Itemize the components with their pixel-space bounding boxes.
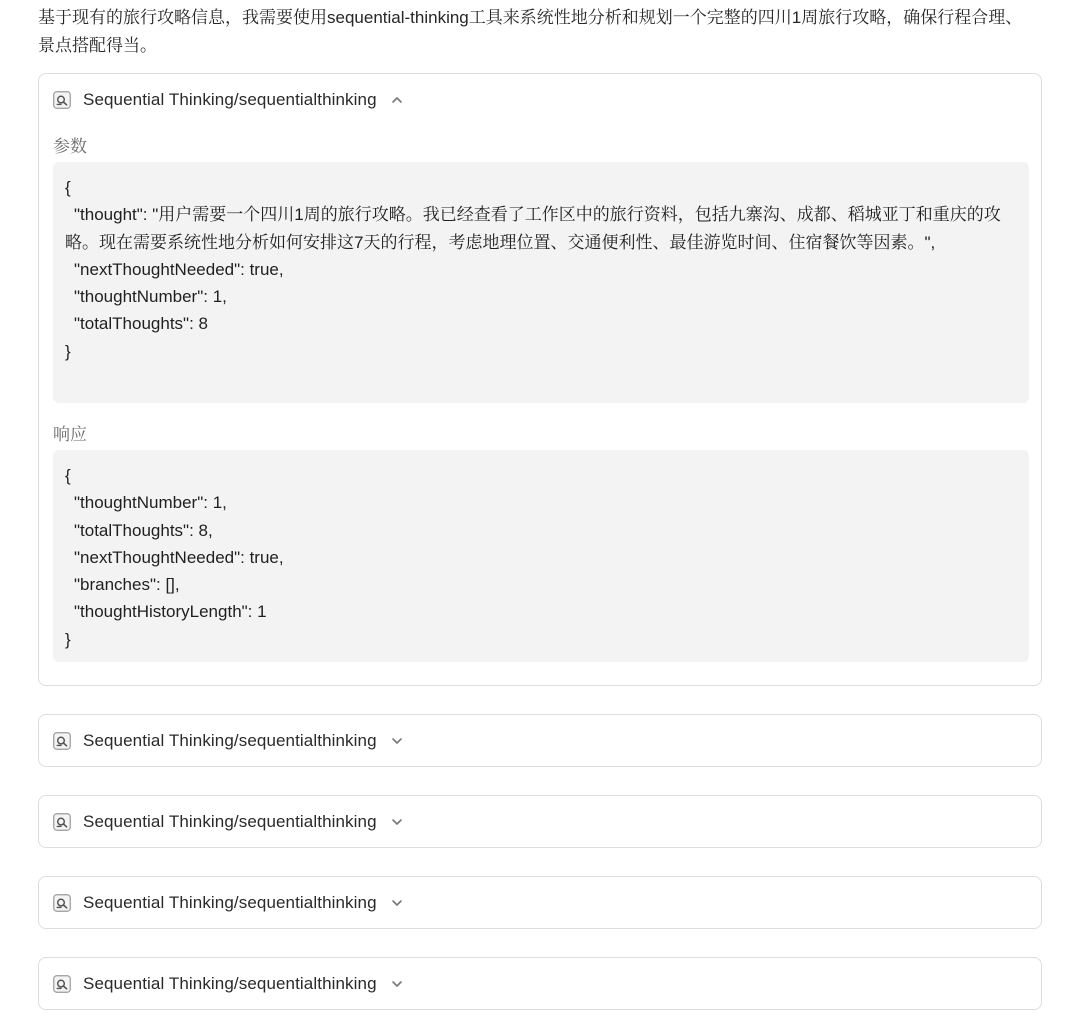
tool-icon [53, 975, 71, 993]
chevron-down-icon[interactable] [391, 978, 403, 990]
tool-icon [53, 732, 71, 750]
tool-call-card-1 [38, 73, 1042, 686]
code-line: "thoughtNumber": 1, [74, 287, 227, 307]
tool-call-header-4[interactable] [53, 891, 403, 915]
tool-call-card-2[interactable] [38, 714, 1042, 767]
tool-call-header-2[interactable] [53, 729, 403, 753]
tool-call-card-4[interactable] [38, 876, 1042, 929]
tool-icon [53, 91, 71, 109]
code-line-thought: "thought": "用户需要一个四川1周的旅行攻略。我已经查看了工作区中的旅行资料，包括九寨沟、成都、稻城亚丁和重庆的攻略。现在需要系统性地分析如何安排这7天的行程，考虑地理位置、交通便利性、最佳游览时间、住宿餐饮等因素。", [65, 205, 1001, 252]
tool-call-title: Sequential Thinking/sequentialthinking [83, 893, 377, 912]
intro-message: 基于现有的旅行攻略信息，我需要使用sequential-thinking工具来系统性地分析和规划一个完整的四川1周旅行攻略，确保行程合理、景点搭配得当。 [38, 8, 1023, 55]
chevron-down-icon[interactable] [391, 735, 403, 747]
tool-call-title: Sequential Thinking/sequentialthinking [83, 974, 377, 993]
tool-call-title: Sequential Thinking/sequentialthinking [83, 90, 377, 109]
code-line: "thoughtHistoryLength": 1 [74, 602, 267, 622]
code-line: "nextThoughtNeeded": true, [74, 547, 284, 567]
tool-call-card-3[interactable] [38, 795, 1042, 848]
chevron-down-icon[interactable] [391, 897, 403, 909]
code-line: "totalThoughts": 8 [74, 314, 208, 334]
tool-icon [53, 894, 71, 912]
code-line: { [65, 466, 71, 485]
chevron-up-icon[interactable] [391, 94, 403, 106]
code-line: "totalThoughts": 8, [74, 520, 213, 540]
code-line: } [65, 629, 71, 649]
tool-call-title: Sequential Thinking/sequentialthinking [83, 812, 377, 831]
tool-call-header-1[interactable] [53, 88, 403, 112]
code-line: } [65, 341, 71, 361]
response-label: 响应 [53, 425, 87, 444]
code-line: "thoughtNumber": 1, [74, 493, 227, 513]
tool-icon [53, 813, 71, 831]
code-line: "branches": [], [74, 575, 180, 595]
tool-call-card-5[interactable] [38, 957, 1042, 1010]
tool-call-title: Sequential Thinking/sequentialthinking [83, 731, 377, 750]
chevron-down-icon[interactable] [391, 816, 403, 828]
tool-call-header-5[interactable] [53, 972, 403, 996]
params-code-block [53, 162, 1029, 403]
code-line: { [65, 178, 71, 197]
params-label: 参数 [53, 137, 87, 156]
tool-call-header-3[interactable] [53, 810, 403, 834]
response-code-block [53, 450, 1029, 662]
code-line: "nextThoughtNeeded": true, [74, 259, 284, 279]
